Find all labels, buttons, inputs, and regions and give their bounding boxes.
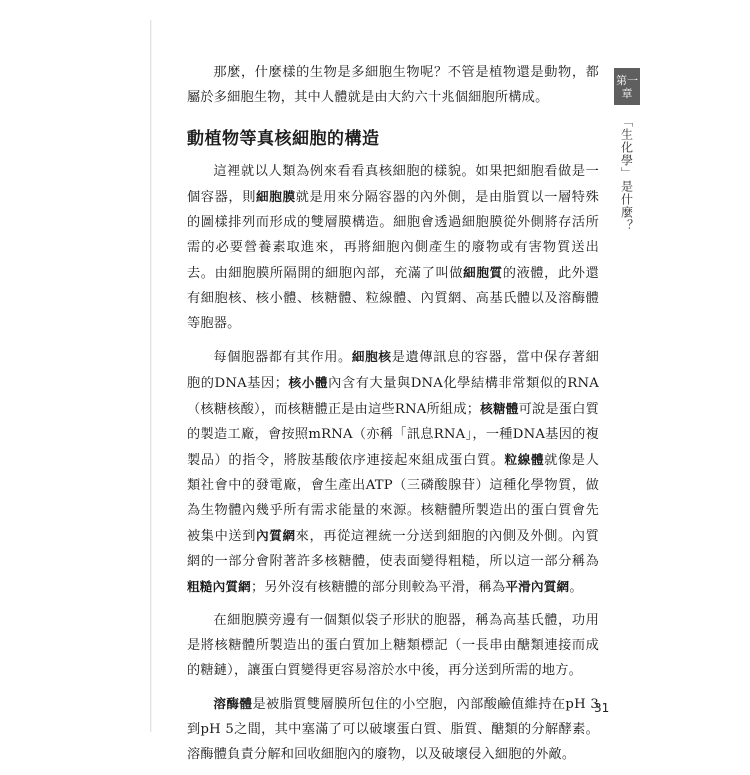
chapter-label: 第一章 bbox=[614, 68, 640, 105]
term-ribosome: 核糖體 bbox=[480, 401, 519, 416]
text-run: 每個胞器都有其作用。 bbox=[213, 350, 352, 365]
text-run: 。 bbox=[569, 580, 583, 595]
text-run: ；另外沒有核糖體的部分則較為平滑，稱為 bbox=[250, 580, 506, 595]
paragraph-golgi: 在細胞膜旁邊有一個類似袋子形狀的胞器，稱為高基氏體，功用是將核糖體所製造出的蛋白質加上糖類標記（一長串由醣類連接而成的糖鏈），讓蛋白質變得更容易溶於水中後，再分送到所需的地方。 bbox=[187, 613, 599, 678]
paragraph-cell-membrane bbox=[187, 159, 599, 336]
term-nucleolus: 核小體 bbox=[288, 375, 329, 390]
chapter-title: 「生化學」是什麼？ bbox=[619, 115, 634, 232]
page-body bbox=[187, 60, 599, 775]
page-number: 31 bbox=[594, 701, 610, 715]
term-smooth-er: 平滑內質網 bbox=[505, 579, 570, 594]
section-heading: 動植物等真核細胞的構造 bbox=[187, 129, 380, 149]
text-run: 的液體，此外還有細胞核、核小體、核糖體、粒線體、內質網、高基氏體以及溶酶體等胞器。 bbox=[187, 266, 599, 331]
text-run: 就是用來分隔容器的內外側，是由脂質以一層特殊的圖樣排列而形成的雙層膜構造。細胞會透過細胞膜從外側將存活所需的必要營養素取進來，再將細胞內側產生的廢物或有害物質送出去。由細胞膜所隔開的細胞內部，充滿了叫做 bbox=[187, 190, 599, 281]
text-run: 就像是人類社會中的發電廠，會生產出ATP（三磷酸腺苷）這種化學物質，做為生物體內幾乎所有需求能量的來源。核糖體所製造出的蛋白質會先被集中送到 bbox=[187, 453, 599, 544]
term-endoplasmic-reticulum: 內質網 bbox=[256, 528, 296, 543]
page-gutter-shadow bbox=[150, 20, 152, 732]
term-mitochondria: 粒線體 bbox=[504, 452, 545, 467]
term-cytoplasm: 細胞質 bbox=[463, 265, 503, 280]
text-run: 是遺傳訊息的容器，當中保存著細胞的DNA基因； bbox=[187, 350, 599, 391]
paragraph-lysosome bbox=[187, 691, 599, 767]
term-nucleus: 細胞核 bbox=[351, 349, 392, 364]
chapter-side-tab bbox=[614, 68, 640, 286]
paragraph-organelles bbox=[187, 344, 599, 600]
intro-paragraph: 那麼，什麼樣的生物是多細胞生物呢？不管是植物還是動物，都屬於多細胞生物，其中人體就是由大約六十兆個細胞所構成。 bbox=[187, 65, 599, 105]
text-run: 是被脂質雙層膜所包住的小空胞，內部酸鹼值維持在pH 3到pH 5之間，其中塞滿了可以破壞蛋白質、脂質、醣類的分解酵素。溶酶體負責分解和回收細胞內的廢物，以及破壞侵入細胞的外敵。 bbox=[187, 697, 599, 762]
text-run: 這裡就以人類為例來看看真核細胞的樣貌。如果把細胞看做是一個容器，則 bbox=[187, 164, 599, 205]
text-run: 可說是蛋白質的製造工廠，會按照mRNA（亦稱「訊息RNA」，一種DNA基因的複製品）的指令，將胺基酸依序連接起來組成蛋白質。 bbox=[187, 402, 599, 468]
text-run: 來，再從這裡統一分送到細胞的內側及外側。內質網的一部分會附著許多核糖體，使表面變得粗糙，所以這一部分稱為 bbox=[187, 529, 599, 569]
term-lysosome: 溶酶體 bbox=[213, 696, 253, 711]
term-cell-membrane: 細胞膜 bbox=[256, 189, 296, 204]
term-rough-er: 粗糙內質網 bbox=[187, 579, 251, 594]
text-run: 內含有大量與DNA化學結構非常類似的RNA（核糖核酸），而核糖體正是由這些RNA所組成； bbox=[187, 376, 599, 417]
